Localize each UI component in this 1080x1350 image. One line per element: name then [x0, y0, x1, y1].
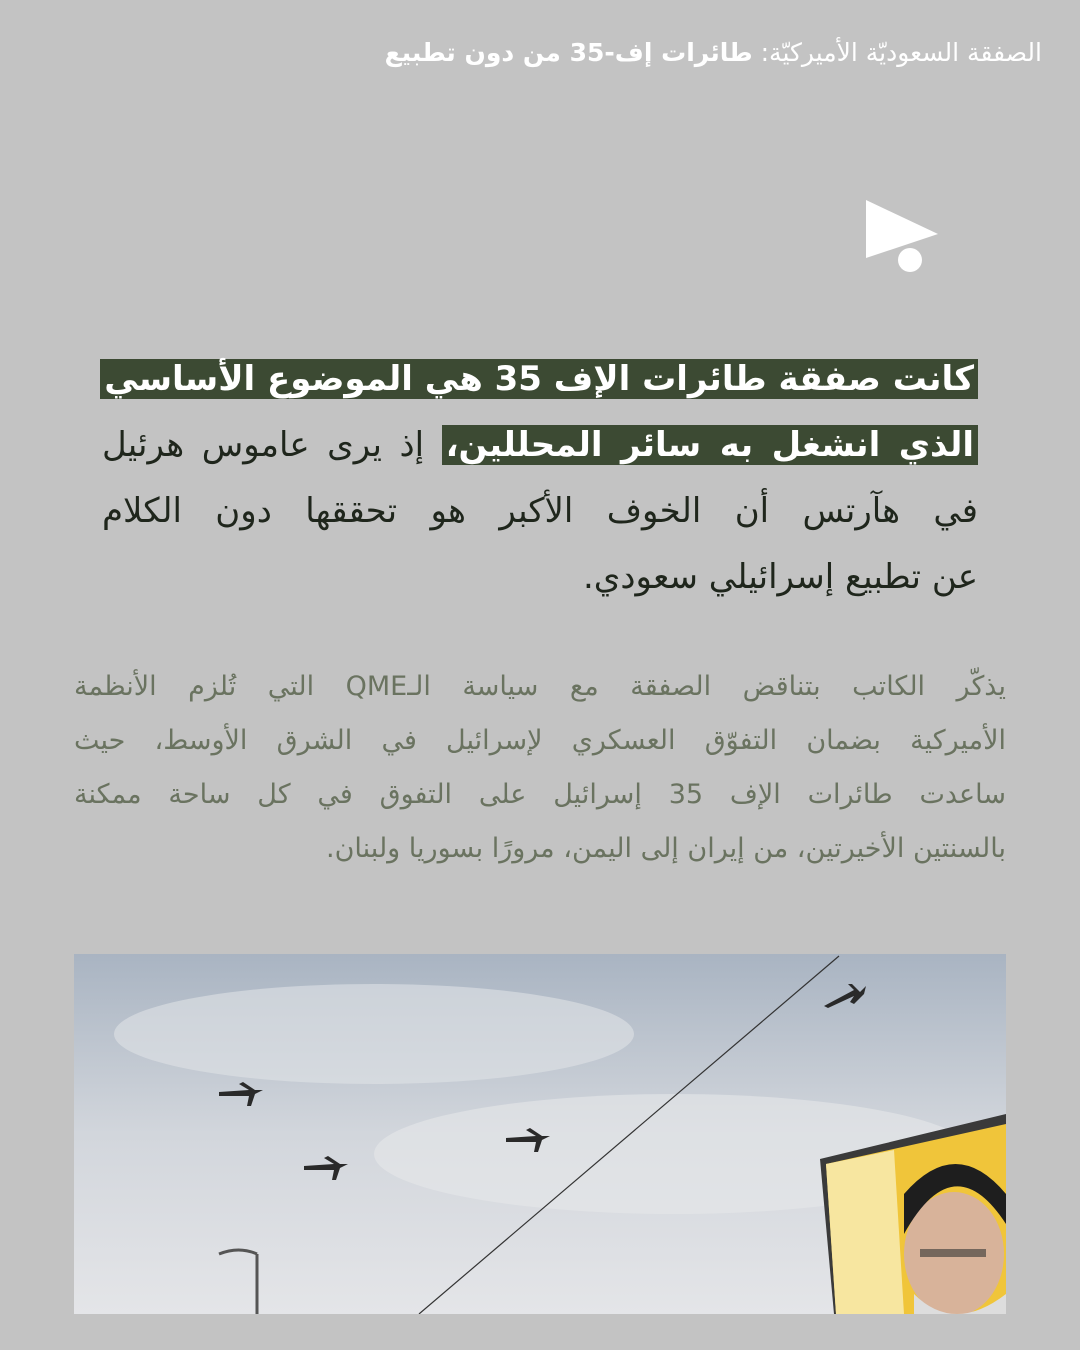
paragraph-line: بالسنتين الأخيرتين، من إيران إلى اليمن، مرورًا بسوريا ولبنان.	[326, 833, 1006, 864]
headline: طائرات إف-35 من دون تطبيع	[384, 38, 753, 67]
lead-quote	[102, 348, 978, 612]
series-title: الصفقة السعوديّة الأميركيّة:	[760, 38, 1042, 67]
lead-line-2: إذ يرى عاموس هرئيل	[102, 425, 442, 465]
paragraph-line: الأميركية بضمان التفوّق العسكري لإسرائيل في الشرق الأوسط، حيث	[74, 725, 1006, 756]
lead-line-2-highlight: الذي انشغل به سائر المحللين،	[442, 425, 978, 465]
body-paragraph	[74, 660, 1006, 876]
lead-line-4: عن تطبيع إسرائيلي سعودي.	[582, 557, 978, 597]
brand-logo-icon	[862, 196, 942, 276]
lead-line-1: كانت صفقة طائرات الإف 35 هي الموضوع الأساسي	[100, 359, 978, 399]
paragraph-line: يذكّر الكاتب بتناقض الصفقة مع سياسة الـQME التي تُلزم الأنظمة	[74, 671, 1006, 702]
paragraph-line: ساعدت طائرات الإف 35 إسرائيل على التفوق في كل ساحة ممكنة	[74, 779, 1007, 810]
photo-jets-over-billboard	[74, 954, 1006, 1314]
header	[385, 38, 1042, 67]
lead-line-3: في هآرتس أن الخوف الأكبر هو تحققها دون الكلام	[102, 491, 978, 531]
